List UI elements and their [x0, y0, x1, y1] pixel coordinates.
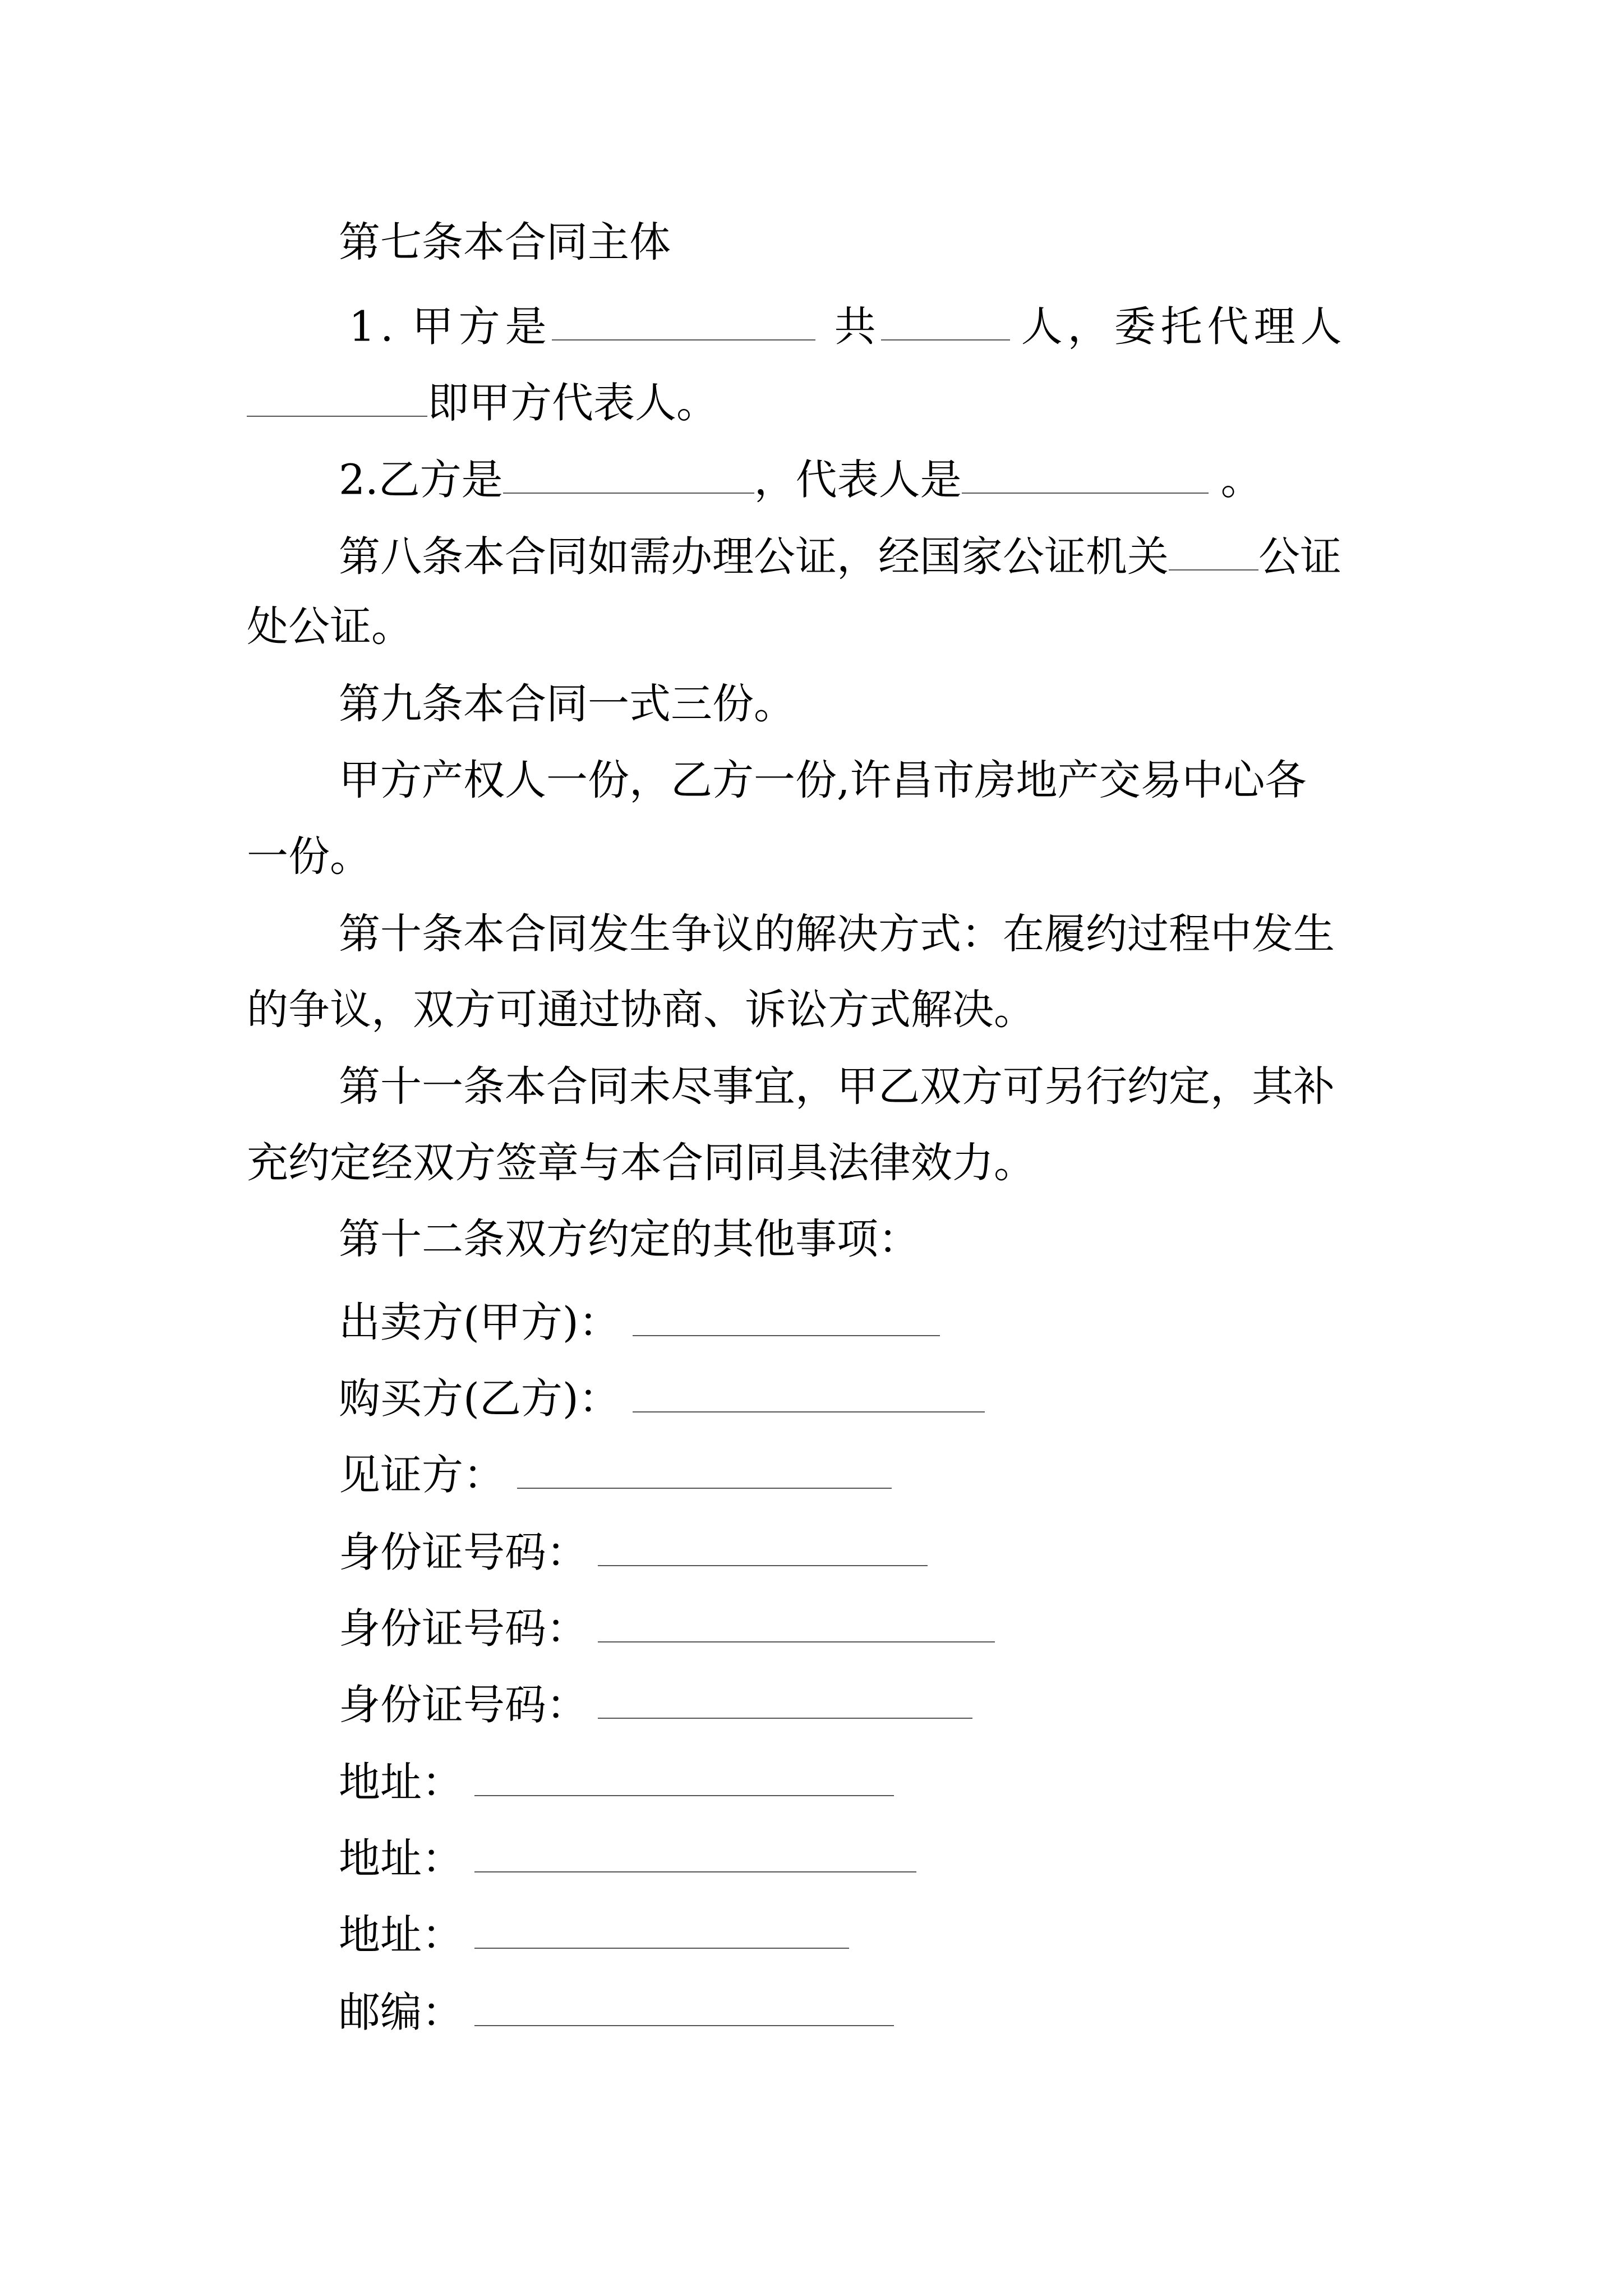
postcode-label: 邮编：	[339, 1988, 463, 2037]
item2-party-b-label: 2.乙方是	[339, 455, 503, 504]
seller-blank[interactable]	[633, 1296, 940, 1336]
id1-row	[339, 1526, 928, 1577]
party-b-name-blank[interactable]	[503, 453, 754, 494]
article8-text-b: 公证	[1258, 532, 1341, 581]
addr1-label: 地址：	[339, 1758, 463, 1807]
party-b-rep-blank[interactable]	[962, 453, 1209, 494]
item1-total-label: 共	[834, 302, 881, 351]
article7-item1-line2	[247, 376, 718, 427]
item1-number: 1.	[349, 302, 399, 351]
witness-label: 见证方：	[339, 1451, 505, 1499]
item1-tail: 即甲方代表人。	[427, 379, 718, 427]
seller-label: 出卖方(甲方)：	[339, 1298, 620, 1347]
id3-blank[interactable]	[598, 1678, 972, 1719]
witness-row	[339, 1448, 892, 1499]
witness-blank[interactable]	[517, 1448, 892, 1489]
article7-item1-line1	[349, 300, 1347, 351]
addr2-row	[339, 1832, 916, 1883]
buyer-row	[339, 1372, 985, 1423]
postcode-blank[interactable]	[474, 1986, 894, 2026]
addr3-blank[interactable]	[474, 1908, 849, 1949]
item2-rep-label: ，代表人是	[754, 455, 962, 504]
item2-end: 。	[1220, 455, 1262, 504]
id3-row	[339, 1678, 972, 1729]
article8-line1	[339, 530, 1341, 581]
article10-line2: 的争议，双方可通过协商、诉讼方式解决。	[247, 986, 1035, 1034]
buyer-blank[interactable]	[633, 1372, 985, 1412]
postcode-row	[339, 1986, 894, 2037]
agent-name-blank[interactable]	[247, 376, 427, 417]
id2-row	[339, 1602, 995, 1653]
article9-line2: 甲方产权人一份，乙方一份,许昌市房地产交易中心各	[339, 756, 1307, 804]
party-a-name-blank[interactable]	[552, 300, 815, 341]
article11-line2: 充约定经双方签章与本合同同具法律效力。	[247, 1139, 1035, 1187]
article7-item2	[339, 453, 1262, 504]
addr2-blank[interactable]	[474, 1832, 916, 1872]
addr3-label: 地址：	[339, 1911, 463, 1959]
article9-line3: 一份。	[247, 832, 371, 881]
article8-text-a: 第八条本合同如需办理公证，经国家公证机关	[339, 532, 1169, 581]
item1-agent-label: 人，委托代理人	[1021, 302, 1347, 351]
article7-title: 第七条本合同主体	[339, 218, 671, 266]
buyer-label: 购买方(乙方)：	[339, 1374, 620, 1423]
article10-line1: 第十条本合同发生争议的解决方式：在履约过程中发生	[339, 910, 1335, 958]
id1-label: 身份证号码：	[339, 1528, 588, 1577]
notary-office-blank[interactable]	[1169, 530, 1258, 570]
party-a-count-blank[interactable]	[881, 300, 1010, 341]
addr2-label: 地址：	[339, 1834, 463, 1883]
addr1-blank[interactable]	[474, 1756, 894, 1796]
id1-blank[interactable]	[598, 1526, 928, 1566]
seller-row	[339, 1296, 940, 1347]
id2-label: 身份证号码：	[339, 1604, 588, 1653]
item1-party-a-label: 甲方是	[412, 302, 552, 351]
article12-line1: 第十二条双方约定的其他事项：	[339, 1215, 920, 1263]
id3-label: 身份证号码：	[339, 1681, 588, 1729]
article11-line1: 第十一条本合同未尽事宜，甲乙双方可另行约定，其补	[339, 1062, 1335, 1111]
article9-line1: 第九条本合同一式三份。	[339, 680, 795, 728]
article8-line2: 处公证。	[247, 602, 413, 651]
addr1-row	[339, 1756, 894, 1807]
addr3-row	[339, 1908, 849, 1959]
id2-blank[interactable]	[598, 1602, 995, 1642]
